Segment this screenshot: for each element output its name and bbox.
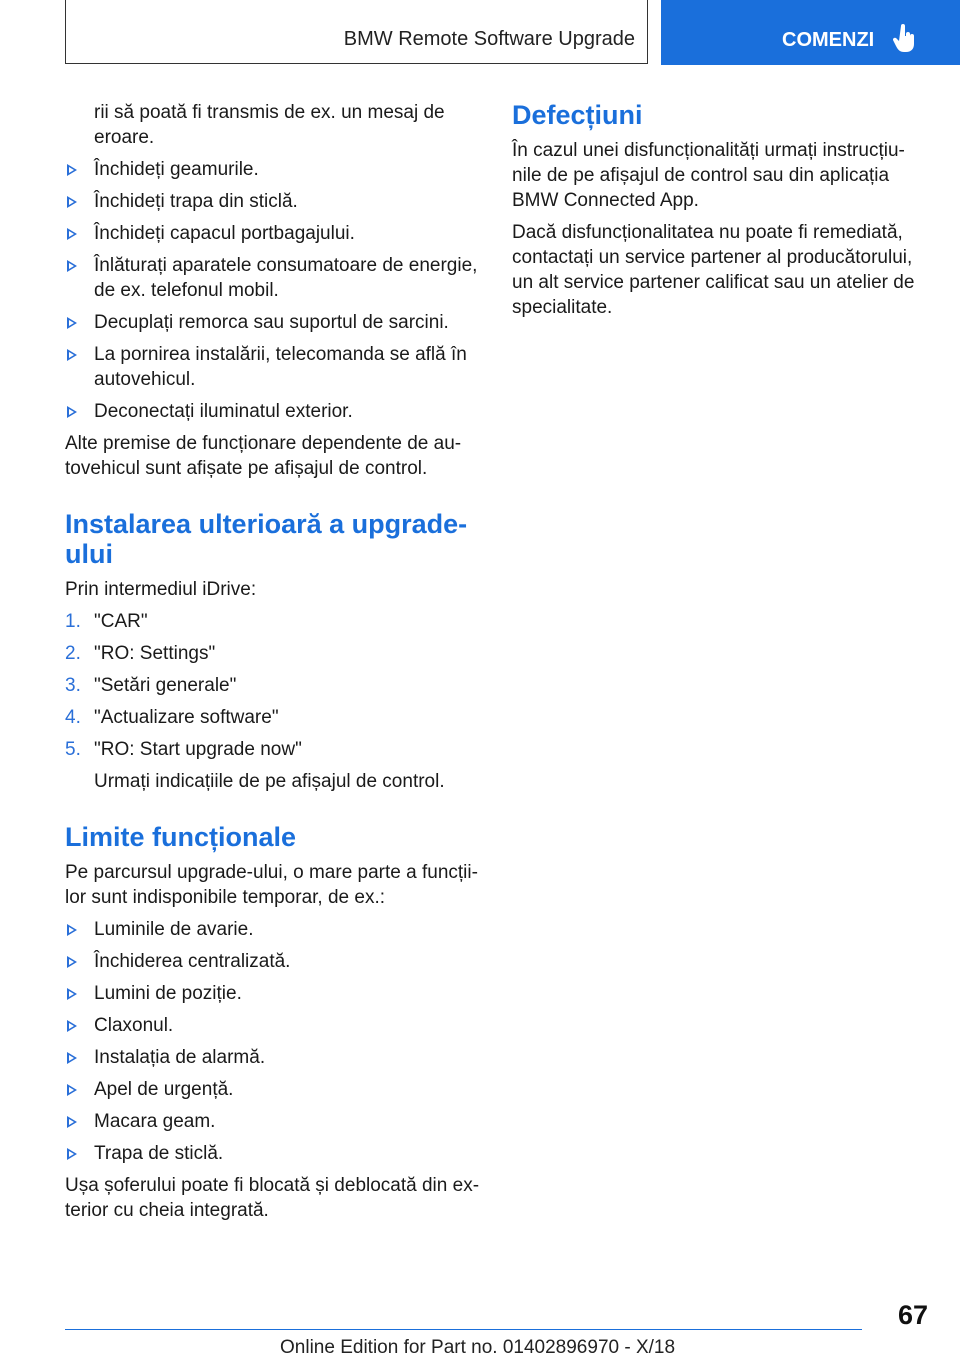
section-tab-comenzi[interactable]: [661, 0, 960, 65]
triangle-bullet-icon: [67, 228, 77, 240]
section-heading: Instalarea ulterioară a upgrade-ului: [65, 509, 468, 569]
triangle-bullet-icon: [67, 406, 77, 418]
list-item: Claxonul.: [65, 1013, 480, 1038]
list-item: Instalația de alarmă.: [65, 1045, 480, 1070]
header-title: BMW Remote Software Upgrade: [343, 28, 635, 50]
step-number: 4.: [65, 707, 81, 728]
prerequisite-list: [65, 157, 480, 424]
step-number: 3.: [65, 675, 81, 696]
triangle-bullet-icon: [67, 1116, 77, 1128]
paragraph: Alte premise de funcționare dependente de autovehicul sunt afișate pe afișajul de control.: [65, 433, 462, 479]
paragraph: Prin intermediul iDrive:: [65, 579, 257, 600]
hand-pointer-icon: [893, 24, 917, 54]
triangle-bullet-icon: [67, 317, 77, 329]
step-number: 1.: [65, 611, 81, 632]
paragraph: Ușa șoferului poate fi blocată și deblocată din exterior cu cheia integrată.: [65, 1175, 480, 1221]
header-title-box: [65, 0, 648, 64]
triangle-bullet-icon: [67, 924, 77, 936]
page-number: 67: [897, 1300, 928, 1330]
section-label: COMENZI: [782, 29, 875, 51]
triangle-bullet-icon: [67, 1148, 77, 1160]
triangle-bullet-icon: [67, 1052, 77, 1064]
list-item: Deconectați iluminatul exterior.: [65, 399, 480, 424]
section-heading: Defecțiuni: [512, 100, 643, 130]
list-item: 3. "Setări generale": [65, 675, 237, 696]
triangle-bullet-icon: [67, 956, 77, 968]
step-number: 2.: [65, 643, 81, 664]
step-number: 5.: [65, 739, 81, 760]
section-heading: Limite funcționale: [65, 822, 297, 852]
triangle-bullet-icon: [67, 988, 77, 1000]
list-item: Apel de urgență.: [65, 1077, 480, 1102]
list-item: Închideți trapa din sticlă.: [65, 189, 480, 214]
list-item: Luminile de avarie.: [65, 917, 480, 942]
left-column: [65, 100, 480, 1230]
paragraph: În cazul unei disfuncționalități urmați instrucțiunile de pe afișajul de control sau din aplicația BMW Connected App.: [512, 140, 905, 211]
footer-divider: [65, 1329, 862, 1330]
triangle-bullet-icon: [67, 164, 77, 176]
list-item: Închideți geamurile.: [65, 157, 480, 182]
list-item: 1. "CAR": [65, 611, 148, 632]
triangle-bullet-icon: [67, 196, 77, 208]
paragraph: Dacă disfuncționalitatea nu poate fi remediată, contactați un service partener al producătorului, un alt service partener calificat sau un atelier de specialitate.: [512, 222, 915, 318]
list-item: 5. "RO: Start upgrade now": [65, 739, 302, 760]
list-item: Închideți capacul portbagajului.: [65, 221, 480, 246]
list-item: Închiderea centralizată.: [65, 949, 480, 974]
footer-edition: Online Edition for Part no. 01402896970 - X/18: [280, 1337, 676, 1358]
list-item: Trapa de sticlă.: [65, 1141, 480, 1166]
list-item: 2. "RO: Settings": [65, 643, 216, 664]
list-item: Macara geam.: [65, 1109, 480, 1134]
paragraph: Pe parcursul upgrade-ului, o mare parte a funcțiilor sunt indisponibile temporar, de ex.:: [65, 862, 478, 908]
triangle-bullet-icon: [67, 260, 77, 272]
triangle-bullet-icon: [67, 1084, 77, 1096]
list-item: La pornirea instalării, telecomanda se află în autovehicul.: [65, 342, 480, 392]
list-item: Lumini de poziție.: [65, 981, 480, 1006]
step-note: Urmați indicațiile de pe afișajul de control.: [94, 771, 445, 792]
steps-list: [65, 609, 480, 762]
list-item: 4. "Actualizare software": [65, 707, 279, 728]
triangle-bullet-icon: [67, 1020, 77, 1032]
list-item: Înlăturați aparatele consumatoare de energie, de ex. telefonul mobil.: [65, 253, 480, 303]
limitations-list: [65, 917, 480, 1166]
triangle-bullet-icon: [67, 349, 77, 361]
list-item: Decuplați remorca sau suportul de sarcini.: [65, 310, 480, 335]
continued-text: rii să poată fi transmis de ex. un mesaj de eroare.: [94, 102, 445, 148]
right-column: [512, 100, 922, 327]
